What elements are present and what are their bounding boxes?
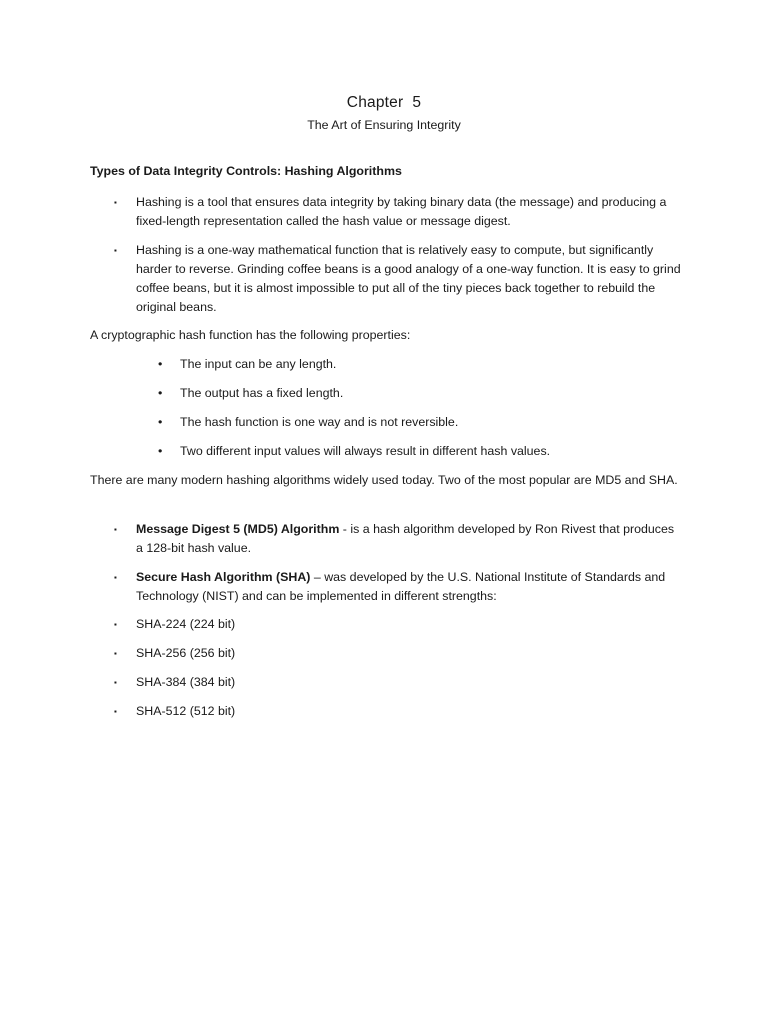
round-bullet-icon: • xyxy=(158,415,163,429)
round-bullet-icon: • xyxy=(158,444,163,458)
algorithms-intro: There are many modern hashing algorithms widely used today. Two of the most popular are MD5 and SHA. xyxy=(90,473,678,487)
sha-variant-text: SHA-256 (256 bit) xyxy=(136,646,236,660)
algorithm-name: Secure Hash Algorithm (SHA) xyxy=(136,570,311,584)
algorithm-item-sha xyxy=(114,568,684,606)
chapter-title: Chapter 5 xyxy=(346,94,422,111)
algorithm-item-md5 xyxy=(114,520,684,558)
section-heading: Types of Data Integrity Controls: Hashing Algorithms xyxy=(90,164,402,178)
sha-variant-item xyxy=(114,644,684,663)
sha-variant-item xyxy=(114,615,684,634)
property-text: The input can be any length. xyxy=(180,357,337,371)
property-text: The output has a fixed length. xyxy=(180,386,344,400)
algorithm-description: – was developed by the U.S. National Institute of Standards and Technology (NIST) and can be implemented in different strengths: xyxy=(136,570,666,603)
sha-variant-text: SHA-512 (512 bit) xyxy=(136,704,236,718)
square-bullet-icon: ▪ xyxy=(114,707,117,716)
intro-bullet-text: Hashing is a one-way mathematical function that is relatively easy to compute, but significantly harder to reverse. Grinding coffee beans is a good analogy of a one-way function. It is easy to grind coffee beans, but it is almost impossible to put all of the tiny pieces back together to rebuild the original beans. xyxy=(136,243,681,314)
round-bullet-icon: • xyxy=(158,386,163,400)
square-bullet-icon: ▪ xyxy=(114,620,117,629)
sha-variant-item xyxy=(114,673,684,692)
round-bullet-icon: • xyxy=(158,357,163,371)
property-item xyxy=(158,384,658,403)
intro-bullet-text: Hashing is a tool that ensures data integrity by taking binary data (the message) and producing a fixed-length representation called the hash value or message digest. xyxy=(136,195,667,228)
algorithm-text xyxy=(136,520,684,558)
sha-variant-item xyxy=(114,702,684,721)
intro-bullet-item xyxy=(114,241,684,317)
square-bullet-icon: ▪ xyxy=(114,525,117,534)
algorithm-description: - is a hash algorithm developed by Ron Rivest that produces a 128-bit hash value. xyxy=(136,522,675,555)
property-item xyxy=(158,413,658,432)
algorithm-text xyxy=(136,568,684,606)
property-text: Two different input values will always result in different hash values. xyxy=(180,444,551,458)
sha-variant-text: SHA-224 (224 bit) xyxy=(136,617,236,631)
chapter-subtitle: The Art of Ensuring Integrity xyxy=(307,118,461,132)
square-bullet-icon: ▪ xyxy=(114,573,117,582)
property-text: The hash function is one way and is not reversible. xyxy=(180,415,459,429)
square-bullet-icon: ▪ xyxy=(114,198,117,207)
square-bullet-icon: ▪ xyxy=(114,246,117,255)
square-bullet-icon: ▪ xyxy=(114,649,117,658)
intro-bullet-item xyxy=(114,193,684,231)
algorithm-name: Message Digest 5 (MD5) Algorithm xyxy=(136,522,340,536)
square-bullet-icon: ▪ xyxy=(114,678,117,687)
property-item xyxy=(158,442,658,461)
sha-variant-text: SHA-384 (384 bit) xyxy=(136,675,236,689)
property-item xyxy=(158,355,658,374)
properties-intro: A cryptographic hash function has the following properties: xyxy=(90,328,411,342)
